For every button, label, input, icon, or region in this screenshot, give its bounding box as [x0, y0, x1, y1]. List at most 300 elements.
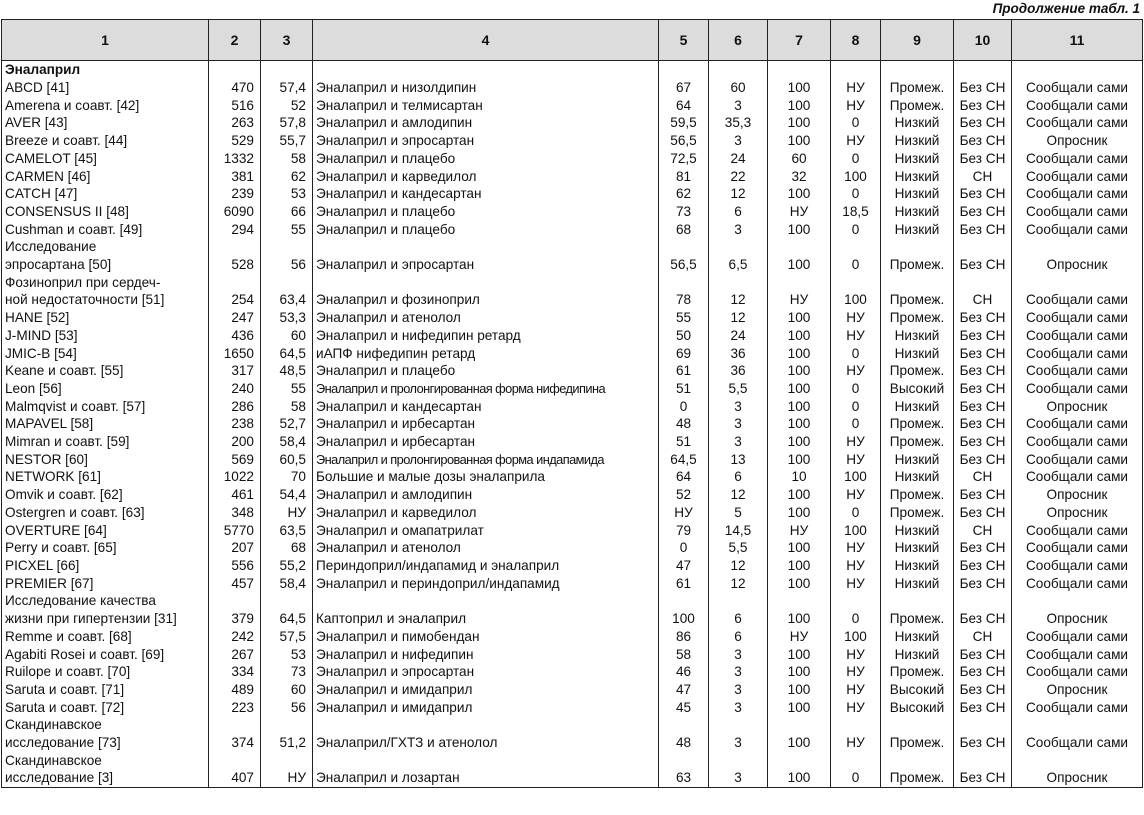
study-name-line: OVERTURE [64]: [5, 522, 107, 538]
cell-col-6: 60: [709, 79, 768, 97]
cell-col-2: 381: [209, 168, 261, 186]
cell-col-7: 100: [768, 221, 831, 239]
cell-col-11: Опросник: [1012, 752, 1143, 788]
cell-col-2: 529: [209, 132, 261, 150]
cell-col-2: 461: [209, 486, 261, 504]
table-row: [2, 415, 1143, 433]
cell-col-5: 0: [659, 539, 709, 557]
table-row: [2, 185, 1143, 203]
cell-col-5: 48: [659, 716, 709, 751]
column-header: 7: [768, 20, 831, 61]
cell-col-5: 61: [659, 575, 709, 593]
cell-col-7: 100: [768, 327, 831, 345]
cell-col-8: 100: [831, 522, 881, 540]
cell-col-4: Эналаприл и плацебо: [313, 221, 659, 239]
cell-col-11: Сообщали сами: [1012, 646, 1143, 664]
cell-col-4: Эналаприл/ГХТЗ и атенолол: [313, 716, 659, 751]
cell-col-8: НУ: [831, 699, 881, 717]
cell-col-6: 6: [709, 203, 768, 221]
cell-col-5: 100: [659, 592, 709, 627]
cell-col-9: Промеж.: [881, 274, 954, 309]
study-name-line: Perry и соавт. [65]: [5, 540, 117, 556]
table-row: [2, 716, 1143, 751]
cell-col-8: НУ: [831, 309, 881, 327]
study-name-line: Cushman и соавт. [49]: [5, 221, 143, 237]
cell-col-8: 18,5: [831, 203, 881, 221]
cell-col-5: 55: [659, 309, 709, 327]
table-row: [2, 646, 1143, 664]
study-name-cell: [2, 716, 209, 751]
header-row: [2, 20, 1143, 61]
cell-col-10: Без СН: [954, 415, 1012, 433]
table-row: [2, 699, 1143, 717]
cell-col-7: 100: [768, 716, 831, 751]
cell-col-8: НУ: [831, 663, 881, 681]
study-name-cell: [2, 699, 209, 717]
cell-col-4: Эналаприл и имидаприл: [313, 699, 659, 717]
cell-col-9: Промеж.: [881, 415, 954, 433]
cell-col-4: Эналаприл и атенолол: [313, 309, 659, 327]
cell-col-7: 100: [768, 752, 831, 788]
cell-col-11: Сообщали сами: [1012, 557, 1143, 575]
study-name-line: Saruta и соавт. [71]: [5, 681, 125, 697]
study-name-cell: [2, 362, 209, 380]
study-name-cell: [2, 451, 209, 469]
table-row: [2, 345, 1143, 363]
cell-col-9: Промеж.: [881, 752, 954, 788]
study-name-line: AVER [43]: [5, 115, 68, 131]
cell-col-4: Эналаприл и лозартан: [313, 752, 659, 788]
cell-col-4: Эналаприл и амлодипин: [313, 486, 659, 504]
column-header: 8: [831, 20, 881, 61]
cell-col-10: СН: [954, 274, 1012, 309]
cell-col-2: 242: [209, 628, 261, 646]
cell-col-10: Без СН: [954, 539, 1012, 557]
cell-col-9: Низкий: [881, 345, 954, 363]
cell-col-11: Сообщали сами: [1012, 433, 1143, 451]
study-name-cell: [2, 309, 209, 327]
cell-col-11: Сообщали сами: [1012, 150, 1143, 168]
study-name-line: Ostergren и соавт. [63]: [5, 504, 145, 520]
cell-col-4: Эналаприл и плацебо: [313, 362, 659, 380]
cell-col-9: Низкий: [881, 114, 954, 132]
cell-col-2: 294: [209, 221, 261, 239]
cell-col-10: Без СН: [954, 79, 1012, 97]
cell-col-7: 100: [768, 539, 831, 557]
cell-col-4: Эналаприл и плацебо: [313, 150, 659, 168]
cell-col-3: 60: [261, 681, 313, 699]
cell-col-4: Эналаприл и телмисартан: [313, 97, 659, 115]
cell-col-11: Сообщали сами: [1012, 380, 1143, 398]
cell-col-5: 64: [659, 97, 709, 115]
study-name-cell: [2, 150, 209, 168]
cell-col-5: 47: [659, 681, 709, 699]
table-row: [2, 79, 1143, 97]
cell-col-11: Сообщали сами: [1012, 539, 1143, 557]
cell-col-9: Низкий: [881, 203, 954, 221]
cell-col-6: 14,5: [709, 522, 768, 540]
study-name-cell: [2, 433, 209, 451]
study-name-cell: [2, 752, 209, 788]
cell-col-6: 6: [709, 628, 768, 646]
cell-col-10: Без СН: [954, 716, 1012, 751]
cell-col-6: 3: [709, 398, 768, 416]
cell-col-11: Сообщали сами: [1012, 221, 1143, 239]
study-name-line: J-MIND [53]: [5, 327, 78, 343]
cell-col-8: 100: [831, 274, 881, 309]
cell-col-3: 57,4: [261, 79, 313, 97]
cell-col-11: Сообщали сами: [1012, 274, 1143, 309]
cell-col-2: 556: [209, 557, 261, 575]
table-row: [2, 557, 1143, 575]
cell-col-3: 68: [261, 539, 313, 557]
cell-col-6: 36: [709, 345, 768, 363]
study-name-line: исследование [73]: [5, 735, 121, 751]
table-row: [2, 203, 1143, 221]
cell-col-2: 407: [209, 752, 261, 788]
cell-col-2: 470: [209, 79, 261, 97]
cell-col-5: 58: [659, 646, 709, 664]
cell-col-8: НУ: [831, 681, 881, 699]
cell-col-10: Без СН: [954, 309, 1012, 327]
cell-col-7: 10: [768, 468, 831, 486]
cell-col-3: 57,8: [261, 114, 313, 132]
study-name-line: Исследование: [5, 239, 97, 255]
cell-col-7: 100: [768, 663, 831, 681]
cell-col-3: 48,5: [261, 362, 313, 380]
study-name-cell: [2, 592, 209, 627]
study-name-line: Скандинавское: [5, 717, 102, 733]
cell-col-3: 56: [261, 699, 313, 717]
cell-col-3: 55,2: [261, 557, 313, 575]
table-row: [2, 362, 1143, 380]
study-name-line: Фозиноприл при сердеч-: [5, 274, 161, 290]
cell-col-10: СН: [954, 628, 1012, 646]
cell-col-6: 12: [709, 274, 768, 309]
cell-col-5: 56,5: [659, 132, 709, 150]
study-name-line: Keane и соавт. [55]: [5, 363, 124, 379]
cell-col-8: 0: [831, 592, 881, 627]
cell-col-7: НУ: [768, 522, 831, 540]
cell-col-9: Промеж.: [881, 362, 954, 380]
cell-col-6: 12: [709, 309, 768, 327]
study-name-cell: [2, 97, 209, 115]
table-row: [2, 433, 1143, 451]
cell-col-4: Эналаприл и эпросартан: [313, 132, 659, 150]
cell-col-9: Высокий: [881, 699, 954, 717]
cell-col-8: НУ: [831, 97, 881, 115]
cell-col-4: Эналаприл и эпросартан: [313, 238, 659, 273]
cell-col-4: Эналаприл и амлодипин: [313, 114, 659, 132]
cell-col-3: 55: [261, 221, 313, 239]
cell-col-2: 239: [209, 185, 261, 203]
cell-col-7: 100: [768, 398, 831, 416]
study-name-cell: [2, 628, 209, 646]
table-row: [2, 274, 1143, 309]
cell-col-8: НУ: [831, 79, 881, 97]
cell-col-2: 379: [209, 592, 261, 627]
cell-col-11: Сообщали сами: [1012, 79, 1143, 97]
cell-col-6: 3: [709, 97, 768, 115]
data-table: [1, 19, 1143, 788]
cell-col-2: 263: [209, 114, 261, 132]
column-header: 6: [709, 20, 768, 61]
cell-col-2: 267: [209, 646, 261, 664]
cell-col-11: Сообщали сами: [1012, 699, 1143, 717]
cell-col-9: Низкий: [881, 185, 954, 203]
column-header: 9: [881, 20, 954, 61]
cell-col-4: Эналаприл и карведилол: [313, 504, 659, 522]
cell-col-5: 73: [659, 203, 709, 221]
cell-col-9: Низкий: [881, 221, 954, 239]
cell-col-9: Низкий: [881, 575, 954, 593]
study-name-cell: [2, 327, 209, 345]
cell-col-11: Сообщали сами: [1012, 575, 1143, 593]
cell-col-11: Опросник: [1012, 398, 1143, 416]
study-name-cell: [2, 345, 209, 363]
cell-col-11: Сообщали сами: [1012, 168, 1143, 186]
cell-col-5: 45: [659, 699, 709, 717]
cell-col-9: Низкий: [881, 522, 954, 540]
table-row: [2, 132, 1143, 150]
cell-col-7: 100: [768, 185, 831, 203]
cell-col-4: Эналаприл и ирбесартан: [313, 415, 659, 433]
study-name-cell: [2, 238, 209, 273]
cell-col-10: Без СН: [954, 451, 1012, 469]
cell-col-3: 55,7: [261, 132, 313, 150]
cell-col-10: Без СН: [954, 185, 1012, 203]
cell-col-7: 100: [768, 433, 831, 451]
cell-col-4: Эналаприл и атенолол: [313, 539, 659, 557]
cell-col-7: 100: [768, 486, 831, 504]
cell-col-4: Эналаприл и омапатрилат: [313, 522, 659, 540]
cell-col-3: 53,3: [261, 309, 313, 327]
cell-col-3: 52,7: [261, 415, 313, 433]
cell-col-9: Низкий: [881, 132, 954, 150]
cell-col-2: 207: [209, 539, 261, 557]
cell-col-4: Эналаприл и карведилол: [313, 168, 659, 186]
cell-col-10: Без СН: [954, 345, 1012, 363]
cell-col-4: Эналаприл и периндоприл/индапамид: [313, 575, 659, 593]
table-row: [2, 504, 1143, 522]
cell-col-9: Низкий: [881, 628, 954, 646]
cell-col-5: 79: [659, 522, 709, 540]
table-row: [2, 380, 1143, 398]
table-row: [2, 681, 1143, 699]
study-name-line: Remme и соавт. [68]: [5, 628, 132, 644]
cell-col-9: Промеж.: [881, 97, 954, 115]
cell-col-3: НУ: [261, 504, 313, 522]
study-name-cell: [2, 522, 209, 540]
study-name-line: Saruta и соавт. [72]: [5, 699, 125, 715]
cell-col-2: 569: [209, 451, 261, 469]
cell-col-10: Без СН: [954, 398, 1012, 416]
cell-col-9: Низкий: [881, 646, 954, 664]
cell-col-3: 66: [261, 203, 313, 221]
table-row: [2, 398, 1143, 416]
cell-col-2: 1022: [209, 468, 261, 486]
cell-col-10: СН: [954, 168, 1012, 186]
cell-col-9: Промеж.: [881, 79, 954, 97]
cell-col-9: Низкий: [881, 539, 954, 557]
cell-col-8: НУ: [831, 557, 881, 575]
study-name-cell: [2, 274, 209, 309]
cell-col-7: 100: [768, 79, 831, 97]
study-name-line: JMIC-B [54]: [5, 345, 77, 361]
cell-col-2: 516: [209, 97, 261, 115]
cell-col-10: Без СН: [954, 486, 1012, 504]
cell-col-6: 3: [709, 132, 768, 150]
cell-col-5: 61: [659, 362, 709, 380]
cell-col-7: 60: [768, 150, 831, 168]
cell-col-6: 3: [709, 221, 768, 239]
cell-col-4: Эналаприл и пролонгированная форма нифедипина: [313, 380, 659, 398]
study-name-cell: [2, 132, 209, 150]
cell-col-10: Без СН: [954, 504, 1012, 522]
cell-col-6: 35,3: [709, 114, 768, 132]
study-name-cell: [2, 539, 209, 557]
study-name-line: Исследование качества: [5, 593, 156, 609]
cell-col-3: 58: [261, 398, 313, 416]
table-row: [2, 522, 1143, 540]
cell-col-10: Без СН: [954, 132, 1012, 150]
cell-col-5: 69: [659, 345, 709, 363]
cell-col-4: Эналаприл и низолдипин: [313, 79, 659, 97]
cell-col-2: 374: [209, 716, 261, 751]
table-body: [2, 61, 1143, 788]
cell-col-6: 12: [709, 575, 768, 593]
cell-col-10: Без СН: [954, 646, 1012, 664]
study-name-line: Omvik и соавт. [62]: [5, 487, 123, 503]
cell-col-7: 100: [768, 415, 831, 433]
table-row: [2, 663, 1143, 681]
cell-col-3: 58,4: [261, 433, 313, 451]
cell-col-10: СН: [954, 522, 1012, 540]
table-row: [2, 97, 1143, 115]
cell-col-5: 52: [659, 486, 709, 504]
cell-col-2: 457: [209, 575, 261, 593]
cell-col-8: НУ: [831, 486, 881, 504]
column-header: 10: [954, 20, 1012, 61]
cell-col-4: Эналаприл и фозиноприл: [313, 274, 659, 309]
study-name-line: ной недостаточности [51]: [5, 292, 165, 308]
study-name-line: ABCD [41]: [5, 80, 70, 95]
cell-col-8: 0: [831, 345, 881, 363]
table-row: [2, 327, 1143, 345]
study-name-cell: [2, 203, 209, 221]
cell-col-8: НУ: [831, 451, 881, 469]
table-row: [2, 575, 1143, 593]
cell-col-9: Низкий: [881, 327, 954, 345]
cell-col-4: Периндоприл/индапамид и эналаприл: [313, 557, 659, 575]
cell-col-2: 528: [209, 238, 261, 273]
study-name-line: Agabiti Rosei и соавт. [69]: [5, 646, 165, 662]
cell-col-5: 78: [659, 274, 709, 309]
cell-col-4: Эналаприл и имидаприл: [313, 681, 659, 699]
table-row: [2, 539, 1143, 557]
cell-col-3: 64,5: [261, 592, 313, 627]
cell-col-3: 54,4: [261, 486, 313, 504]
cell-col-7: 100: [768, 309, 831, 327]
study-name-line: жизни при гипертензии [31]: [5, 611, 177, 627]
cell-col-2: 238: [209, 415, 261, 433]
cell-col-7: 100: [768, 380, 831, 398]
cell-col-7: 100: [768, 362, 831, 380]
cell-col-10: Без СН: [954, 681, 1012, 699]
cell-col-3: 60,5: [261, 451, 313, 469]
study-name-line: CAMELOT [45]: [5, 150, 97, 166]
study-name-cell: [2, 398, 209, 416]
cell-col-9: Высокий: [881, 681, 954, 699]
cell-col-6: 12: [709, 557, 768, 575]
cell-col-8: НУ: [831, 539, 881, 557]
cell-col-10: Без СН: [954, 433, 1012, 451]
cell-col-4: Эналаприл и нифедипин: [313, 646, 659, 664]
cell-col-8: 100: [831, 168, 881, 186]
cell-col-10: Без СН: [954, 699, 1012, 717]
cell-col-3: 58,4: [261, 575, 313, 593]
cell-col-10: Без СН: [954, 663, 1012, 681]
cell-col-4: Большие и малые дозы эналаприла: [313, 468, 659, 486]
cell-col-6: 3: [709, 752, 768, 788]
cell-col-4: Эналаприл и эпросартан: [313, 663, 659, 681]
cell-col-8: НУ: [831, 646, 881, 664]
cell-col-9: Низкий: [881, 557, 954, 575]
cell-col-6: 3: [709, 681, 768, 699]
cell-col-6: 12: [709, 486, 768, 504]
table-row: [2, 221, 1143, 239]
cell-col-10: СН: [954, 468, 1012, 486]
cell-col-10: Без СН: [954, 575, 1012, 593]
cell-col-6: 3: [709, 415, 768, 433]
table-row: [2, 238, 1143, 273]
table-row: [2, 451, 1143, 469]
cell-col-2: 436: [209, 327, 261, 345]
table-row: [2, 752, 1143, 788]
cell-col-9: Низкий: [881, 150, 954, 168]
cell-col-3: 63,4: [261, 274, 313, 309]
table-row: [2, 592, 1143, 627]
cell-col-6: 3: [709, 433, 768, 451]
study-name-line: PICXEL [66]: [5, 557, 80, 573]
cell-col-11: Сообщали сами: [1012, 97, 1143, 115]
cell-col-7: 100: [768, 575, 831, 593]
study-name-cell: [2, 168, 209, 186]
cell-col-9: Промеж.: [881, 238, 954, 273]
cell-col-9: Низкий: [881, 451, 954, 469]
cell-col-11: Сообщали сами: [1012, 327, 1143, 345]
cell-col-5: 63: [659, 752, 709, 788]
cell-col-3: 73: [261, 663, 313, 681]
cell-col-10: Без СН: [954, 380, 1012, 398]
cell-col-5: 67: [659, 79, 709, 97]
cell-col-10: Без СН: [954, 592, 1012, 627]
cell-col-8: 100: [831, 468, 881, 486]
study-name-cell: [2, 681, 209, 699]
cell-col-6: 13: [709, 451, 768, 469]
study-name-cell: [2, 468, 209, 486]
cell-col-5: 64: [659, 468, 709, 486]
cell-col-8: 0: [831, 380, 881, 398]
study-name-cell: [2, 504, 209, 522]
cell-col-5: 46: [659, 663, 709, 681]
study-name-line: Leon [56]: [5, 380, 62, 396]
table-row: [2, 114, 1143, 132]
study-name-line: Breeze и соавт. [44]: [5, 133, 128, 149]
cell-col-11: Сообщали сами: [1012, 309, 1143, 327]
cell-col-4: Эналаприл и пимобендан: [313, 628, 659, 646]
cell-col-9: Промеж.: [881, 716, 954, 751]
